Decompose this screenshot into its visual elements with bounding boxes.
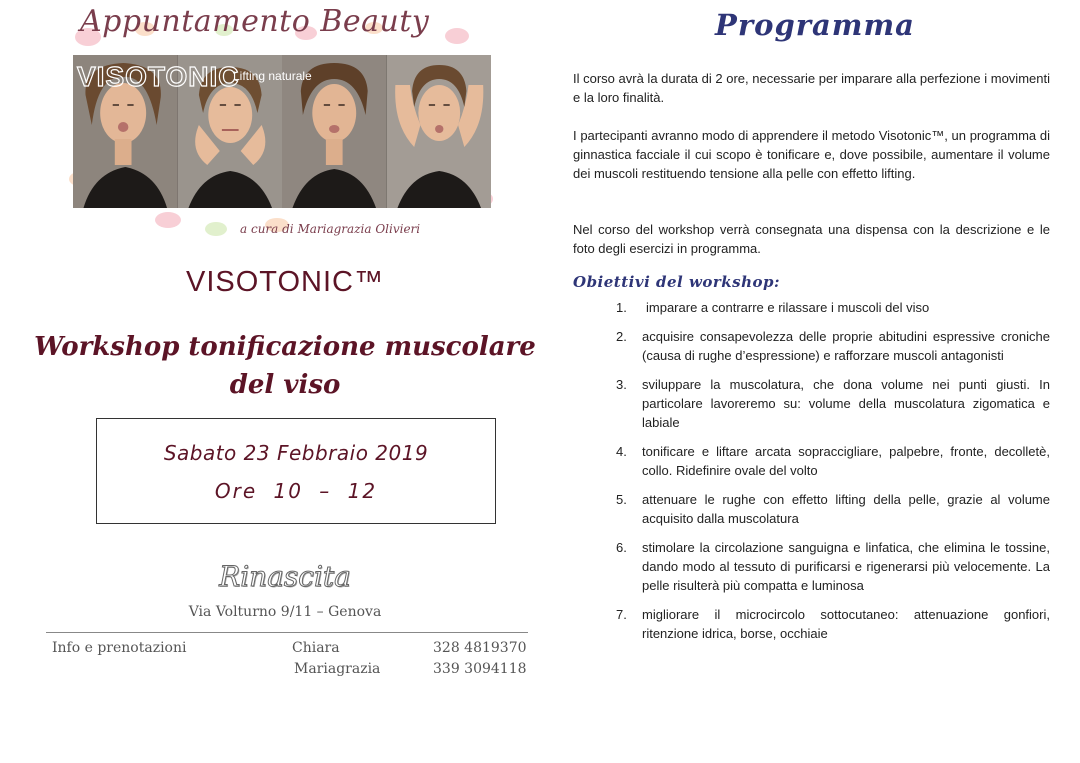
- venue-address: Via Volturno 9/11 – Genova: [188, 604, 382, 620]
- program-paragraph: Il corso avrà la durata di 2 ore, necessarie per imparare alla perfezione i movimenti e la loro finalità.: [573, 71, 1050, 105]
- list-item: [610, 375, 1050, 432]
- event-time: Ore 10 – 12: [214, 479, 378, 503]
- contact-name: Chiara: [292, 640, 340, 656]
- event-date: Sabato 23 Febbraio 2019: [163, 441, 429, 465]
- visotonic-logo: VISOTONIC: [77, 61, 240, 92]
- contact-divider: [46, 632, 528, 633]
- list-text: imparare a contrarre e rilassare i muscoli del viso: [646, 300, 930, 315]
- program-title: Programma: [715, 8, 915, 42]
- list-text: migliorare il microcircolo sottocutaneo: attenuazione gonfiori, ritenzione idrica, borse, occhiaie: [642, 607, 1050, 641]
- info-label: Info e prenotazioni: [52, 640, 187, 656]
- objectives-list: [610, 298, 1050, 653]
- right-column: [560, 0, 1080, 763]
- main-title: VISOTONIC™: [186, 266, 384, 298]
- program-paragraph: Nel corso del workshop verrà consegnata una dispensa con la descrizione e le foto degli esercizi in programma.: [573, 222, 1050, 256]
- visotonic-logo-subtitle: Lifting naturale: [233, 69, 312, 83]
- contact-name: Mariagrazia: [294, 661, 381, 677]
- list-number: 3.: [616, 377, 627, 392]
- list-number: 5.: [616, 492, 627, 507]
- workshop-subtitle: Workshop tonificazione muscolare del viso: [34, 332, 536, 400]
- brand-title: Appuntamento Beauty: [80, 4, 430, 39]
- list-text: attenuare le rughe con effetto lifting della pelle, grazie al volume acquisito dalla muscolatura: [642, 492, 1050, 526]
- list-text: tonificare e liftare arcata sopraccigliare, palpebre, fronte, decolletè, collo. Ridefinire ovale del volto: [642, 444, 1050, 478]
- face-photo-4: [387, 55, 492, 208]
- contact-phone: 339 3094118: [433, 661, 527, 677]
- list-number: 7.: [616, 607, 627, 622]
- contact-phone: 328 4819370: [433, 640, 527, 656]
- list-item: [610, 298, 1050, 317]
- program-paragraph: I partecipanti avranno modo di apprendere il metodo Visotonic™, un programma di ginnastica facciale il cui scopo è tonificare e, dove possibile, aumentare il volume dei muscoli restituendo tensione alla pelle con effetto lifting.: [573, 128, 1050, 181]
- list-text: stimolare la circolazione sanguigna e linfatica, che elimina le tossine, dando modo al tessuto di purificarsi e rigenerarsi più velocemente. La pelle risulterà più compatta e luminosa: [642, 540, 1050, 593]
- venue-name: Rinascita: [219, 560, 351, 593]
- list-text: acquisire consapevolezza delle proprie abitudini espressive croniche (causa di rughe d’espressione) e rafforzare muscoli antagonisti: [642, 329, 1050, 363]
- list-number: 2.: [616, 329, 627, 344]
- list-number: 1.: [616, 300, 627, 315]
- list-item: [610, 327, 1050, 365]
- list-item: [610, 605, 1050, 643]
- date-box: [96, 418, 496, 524]
- list-item: [610, 442, 1050, 480]
- visotonic-photo-strip: [73, 55, 491, 208]
- objectives-title: Obiettivi del workshop:: [573, 273, 781, 291]
- list-item: [610, 538, 1050, 595]
- list-text: sviluppare la muscolatura, che dona volume nei punti giusti. In particolare lavoreremo su: volume della muscolatura zigomatica e labiale: [642, 377, 1050, 430]
- curator-credit: a cura di Mariagrazia Olivieri: [240, 222, 421, 236]
- list-item: [610, 490, 1050, 528]
- list-number: 4.: [616, 444, 627, 459]
- list-number: 6.: [616, 540, 627, 555]
